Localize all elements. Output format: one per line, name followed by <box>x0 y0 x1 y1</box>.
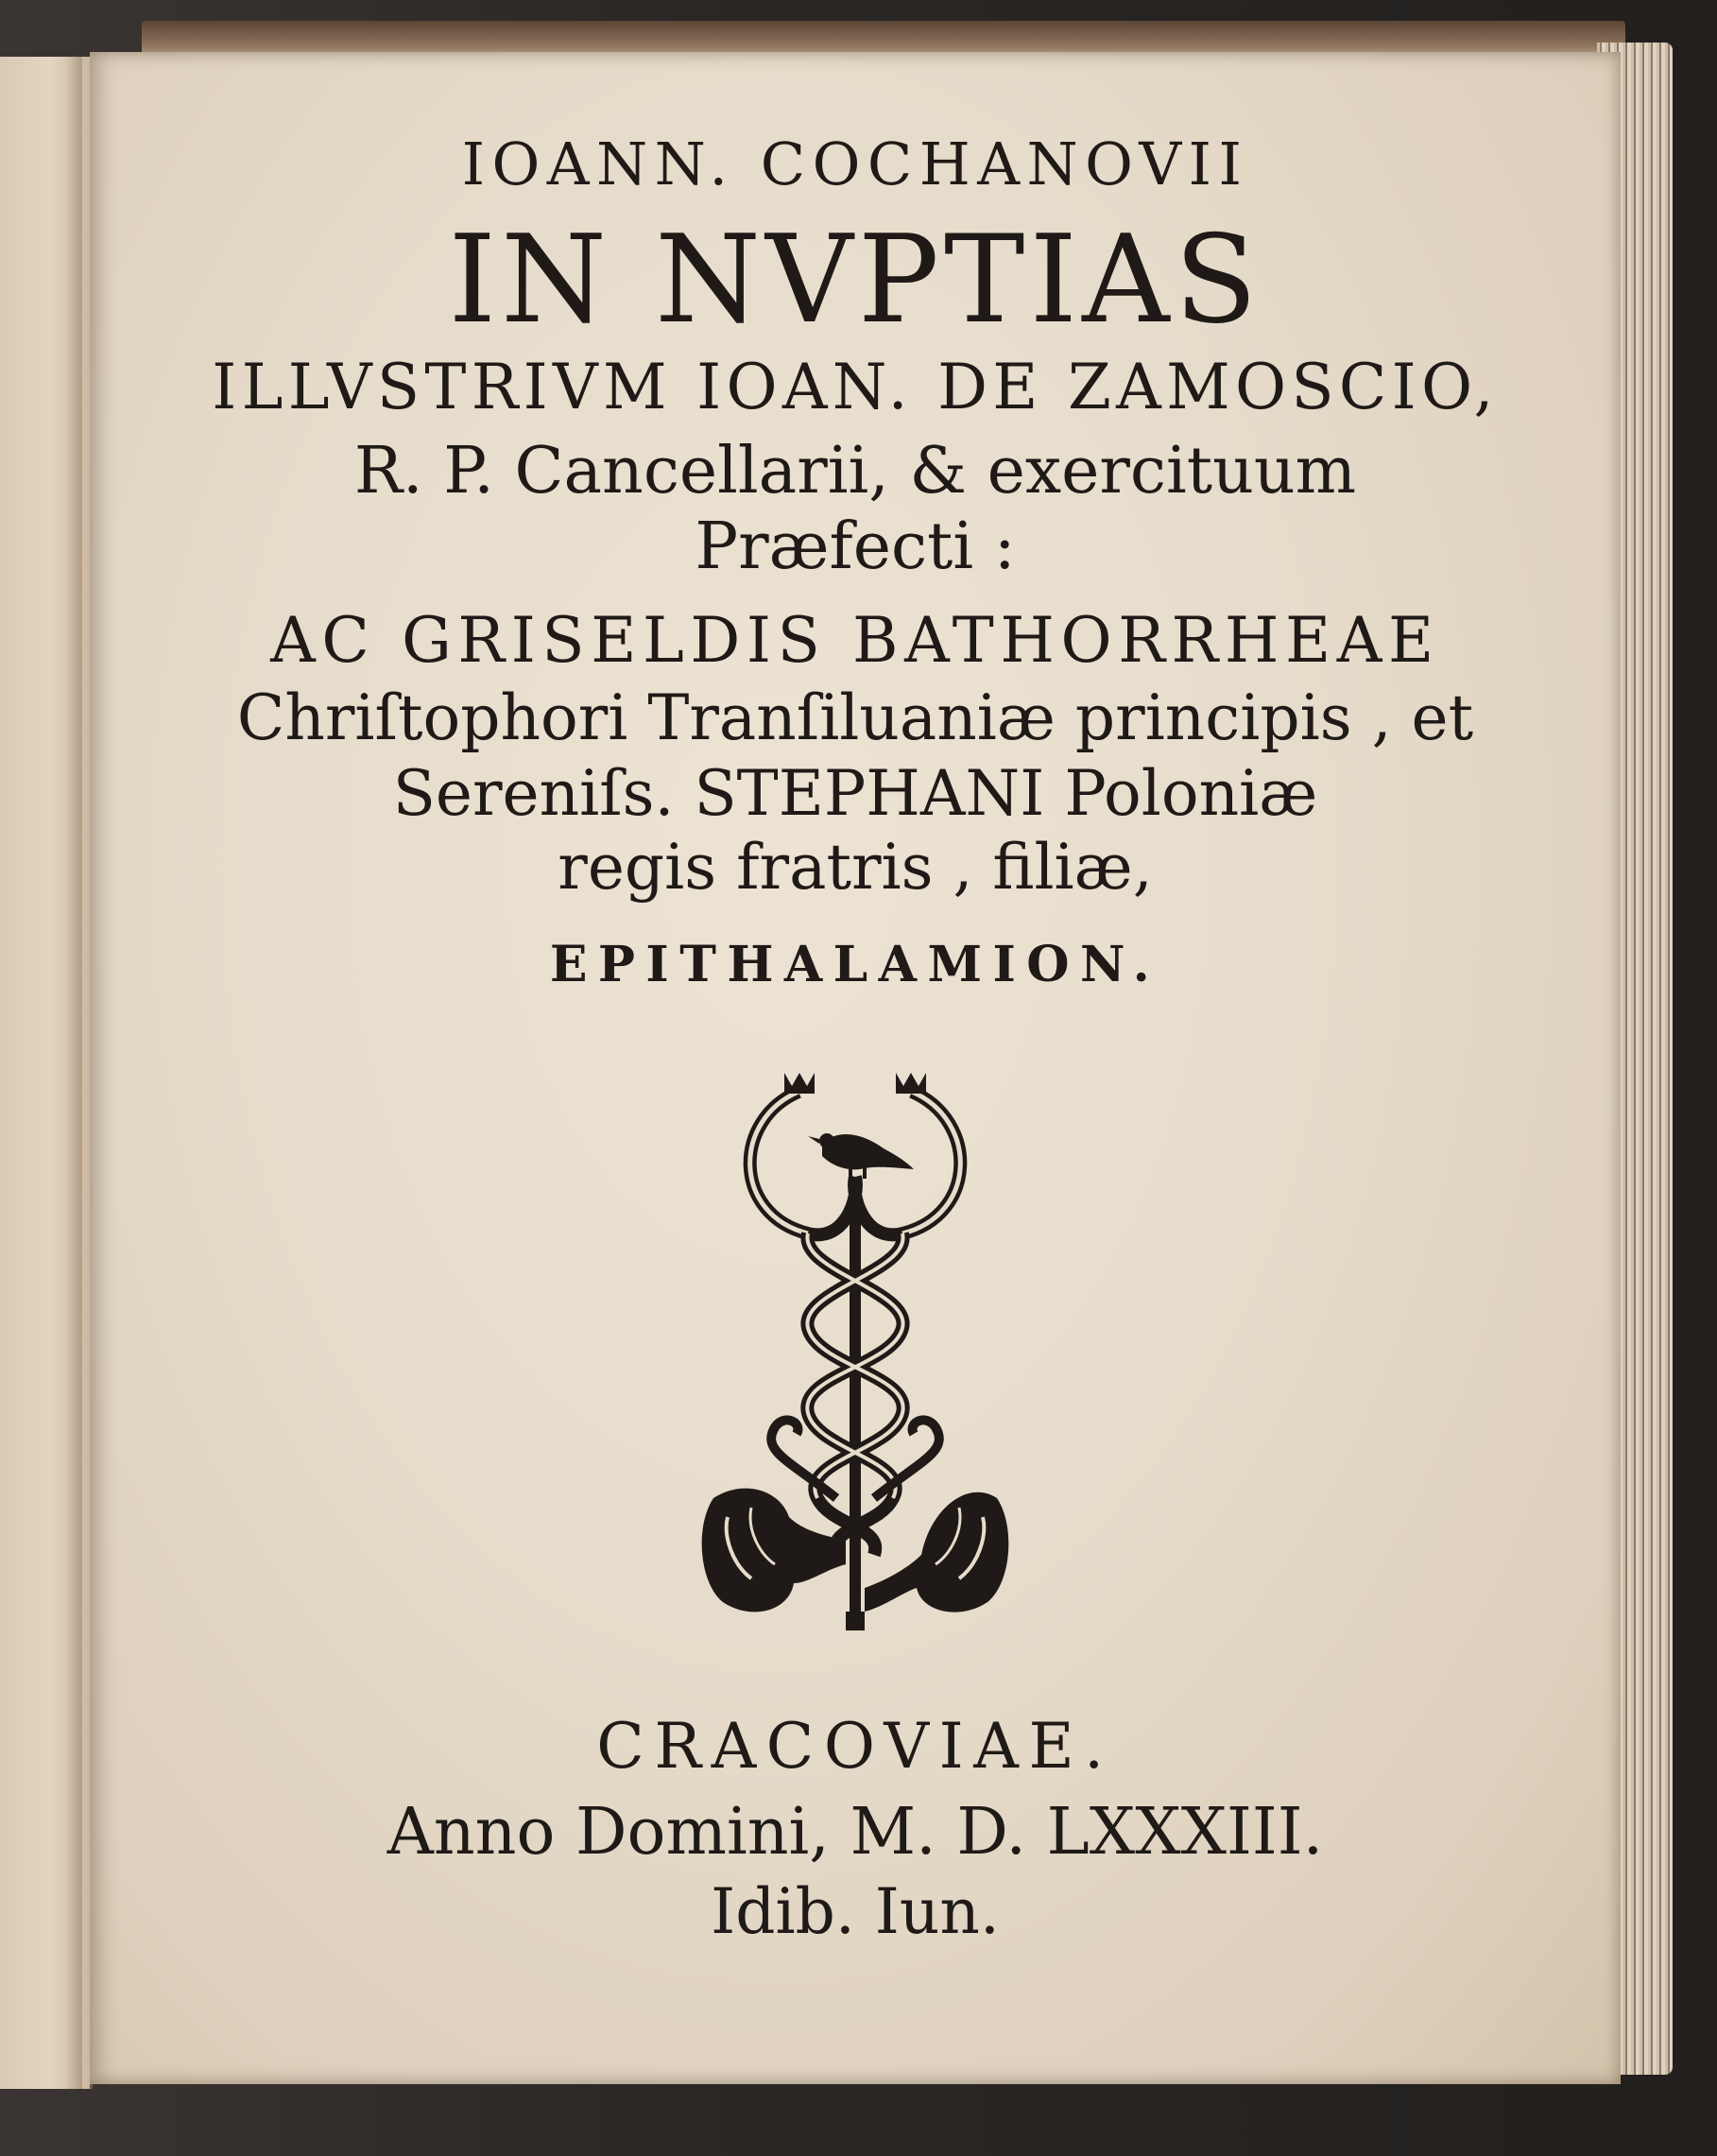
dedicatee-line: ILLVSTRIVM IOAN. DE ZAMOSCIO, <box>212 351 1499 423</box>
office-line: R. P. Cancellarii, & exercituum <box>353 434 1357 509</box>
author-line: IOANN. COCHANOVII <box>461 129 1249 198</box>
bride-line: AC GRISELDIS BATHORRHEAE <box>270 604 1440 677</box>
caduceus-hands-icon <box>695 1054 1016 1640</box>
main-title: IN NVPTIAS <box>448 210 1262 351</box>
praefecti-line: Præfecti : <box>695 509 1016 584</box>
left-page-edge <box>0 57 93 2089</box>
imprint-date: Idib. Iun. <box>711 1875 1000 1948</box>
relation-line: regis fratris , filiæ, <box>558 831 1153 904</box>
father-line: Chriſtophori Tranſiluaniæ principis , et <box>236 681 1474 754</box>
imprint-year: Anno Domini, M. D. LXXXIII. <box>386 1795 1324 1870</box>
king-line: Sereniſs. STEPHANI Poloniæ <box>392 757 1318 830</box>
genre-line: EPITHALAMION. <box>549 936 1161 993</box>
imprint-place: CRACOVIAE. <box>596 1710 1114 1783</box>
title-page <box>90 52 1621 2084</box>
